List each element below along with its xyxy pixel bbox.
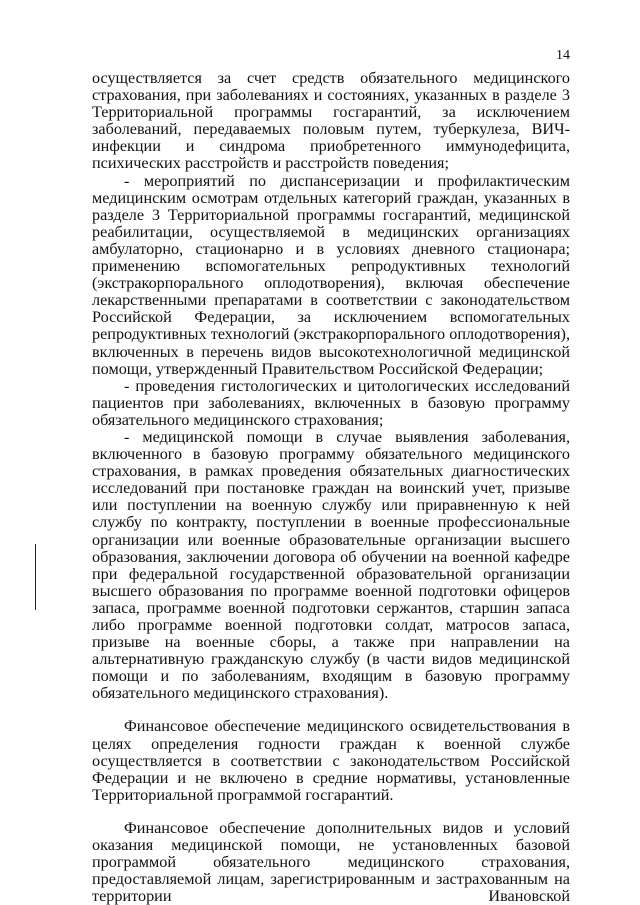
margin-line-mark [35, 544, 36, 610]
page-number: 14 [556, 48, 570, 63]
list-item-military-registration: - медицинской помощи в случае выявления заболевания, включенного в базовую программу обязательного медицинского страхования, в рамках проведения обязательных диагностических исследований при постановке граждан на воинский учет, призыве или поступлении на военную службу или приравненную к ней службу по контракту, поступлении в военные профессиональные организации или военные образовательные организации высшего образования, заключении договора об обучении на военной кафедре при федеральной государственной образовательной организации высшего образования по программе военной подготовки офицеров запаса, программе военной подготовки сержантов, старшин запаса либо программе военной подготовки солдат, матросов запаса, призыве на военные сборы, а также при направлении на альтернативную гражданскую службу (в части видов медицинской помощи и по заболеваниям, входящим в базовую программу обязательного медицинского страхования). [92, 427, 570, 703]
paragraph-additional-care-funding: Финансовое обеспечение дополнительных видов и условий оказания медицинской помощи, не установленных базовой программой обязательного медицинского страхования, предоставляемой лицам, зарегистрированным и застрахованным на территории Ивановской [92, 818, 570, 905]
list-item-histology: - проведения гистологических и цитологических исследований пациентов при заболеваниях, включенных в базовую программу обязательного медицинского страхования; [92, 376, 570, 429]
list-item-dispensarization: - мероприятий по диспансеризации и профилактическим медицинским осмотрам отдельных категорий граждан, указанных в разделе 3 Территориальной программы госгарантий, медицинской реабилитации, осуществляемой в медицинских организациях амбулаторно, стационарно и в условиях дневного стационара; применению вспомогательных репродуктивных технологий (экстракорпорального оплодотворения), включая обеспечение лекарственными препаратами в соответствии с законодательством Российской Федерации, за исключением вспомогательных репродуктивных технологий (экстракорпорального оплодотворения), включенных в перечень видов высокотехнологичной медицинской помощи, утвержденный Правительством Российской Федерации; [92, 171, 570, 378]
body-text [92, 70, 570, 905]
paragraph-continuation: осуществляется за счет средств обязательного медицинского страхования, при заболеваниях и состояниях, указанных в разделе 3 Территориальной программы госгарантий, за исключением заболеваний, передаваемых половым путем, туберкулеза, ВИЧ-инфекции и синдрома приобретенного иммунодефицита, психических расстройств и расстройств поведения; [92, 69, 570, 173]
paragraph-medical-examination-funding: Финансовое обеспечение медицинского освидетельствования в целях определения годности граждан к военной службе осуществляется в соответствии с законодательством Российской Федерации и не включено в средние нормативы, установленные Территориальной программой госгарантий. [92, 717, 570, 804]
